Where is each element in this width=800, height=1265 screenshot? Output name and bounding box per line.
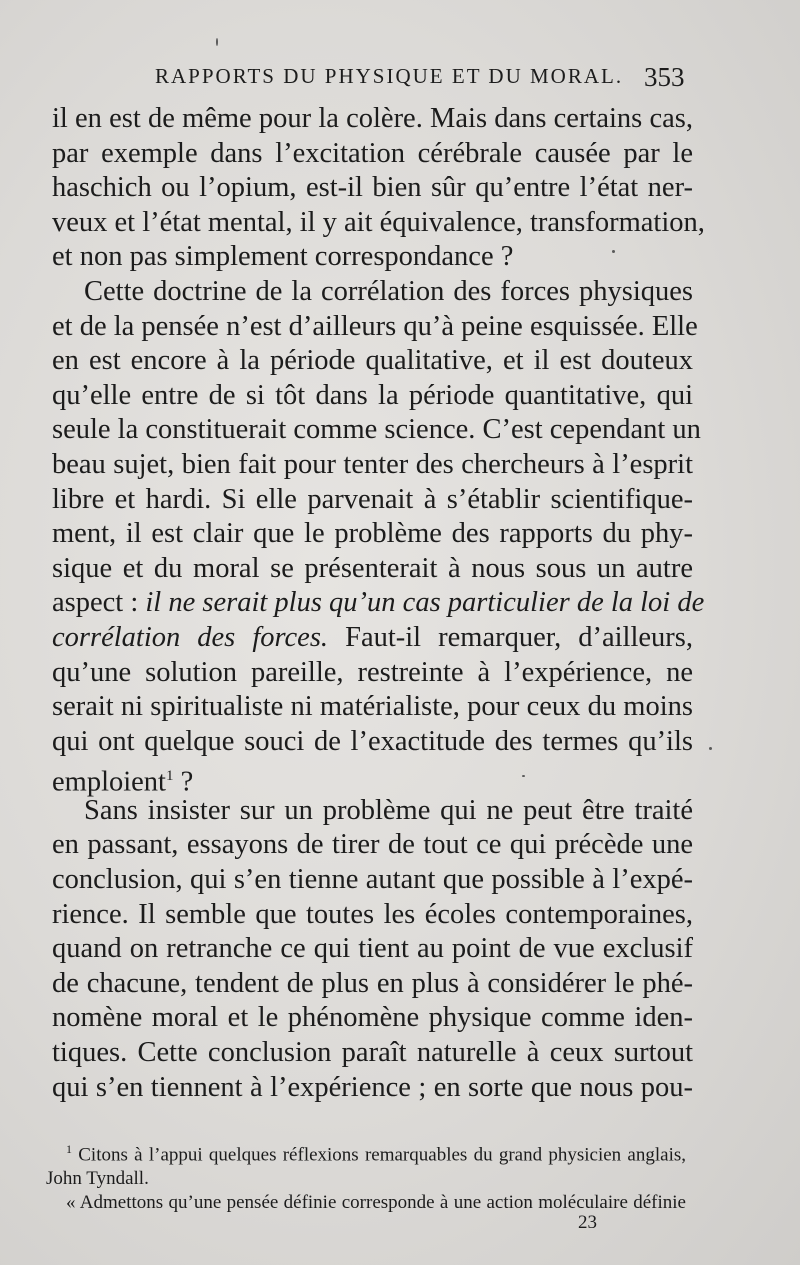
signature-mark: 23 xyxy=(578,1212,597,1233)
ink-speck xyxy=(612,250,615,253)
italic-text: il ne serait plus qu’un cas particulier de la loi de xyxy=(145,587,705,619)
text-line: beau sujet, bien fait pour tenter des chercheurs à l’esprit xyxy=(52,448,693,480)
text-line: veux et l’état mental, il y ait équivalence, transformation, xyxy=(52,206,705,238)
footnote-line: « Admettons qu’une pensée définie corresponde à une action moléculaire définie xyxy=(66,1192,686,1214)
text-line: qui ont quelque souci de l’exactitude des termes qu’ils xyxy=(52,725,693,757)
text-line: et non pas simplement correspondance ? xyxy=(52,241,514,273)
text-line: et de la pensée n’est d’ailleurs qu’à peine esquissée. Elle xyxy=(52,310,698,342)
main-text xyxy=(52,102,705,1105)
footnote-text: Citons à l’appui quelques réflexions remarquables du grand physicien anglais, xyxy=(72,1144,686,1166)
text-line: libre et hardi. Si elle parvenait à s’établir scientifique- xyxy=(52,483,693,515)
page-number: 353 xyxy=(644,62,685,92)
ink-speck xyxy=(709,747,712,750)
italic-text: corrélation des forces. xyxy=(52,621,329,653)
text-line: il en est de même pour la colère. Mais dans certains cas, xyxy=(52,103,693,134)
text-line: serait ni spiritualiste ni matérialiste, pour ceux du moins xyxy=(52,691,693,723)
ink-speck xyxy=(522,775,525,777)
text-line: nomène moral et le phénomène physique comme iden- xyxy=(52,1002,693,1034)
text-line: qu’une solution pareille, restreinte à l’expérience, ne xyxy=(52,656,693,688)
text-line: de chacune, tendent de plus en plus à considérer le phé- xyxy=(52,967,693,999)
text-line: qu’elle entre de si tôt dans la période quantitative, qui xyxy=(52,379,693,411)
text-line: tiques. Cette conclusion paraît naturelle à ceux surtout xyxy=(52,1037,693,1069)
text-segment: emploient xyxy=(52,766,166,798)
text-segment: aspect : xyxy=(52,587,146,619)
footnote-line: John Tyndall. xyxy=(46,1168,149,1190)
text-line: en est encore à la période qualitative, et il est douteux xyxy=(52,345,693,377)
text-line: rience. Il semble que toutes les écoles contemporaines, xyxy=(52,898,693,930)
text-line xyxy=(52,586,705,621)
text-line xyxy=(52,759,693,798)
text-segment: Faut-il remarquer, d’ailleurs, xyxy=(328,621,693,653)
running-head xyxy=(0,62,800,96)
footnote-marker: 1 xyxy=(66,1142,72,1156)
text-segment: ? xyxy=(173,766,194,798)
text-line: Sans insister sur un problème qui ne peut être traité xyxy=(84,794,693,826)
footnote-line xyxy=(46,1137,686,1167)
text-line: quand on retranche ce qui tient au point de vue exclusif xyxy=(52,933,693,965)
text-line: qui s’en tiennent à l’expérience ; en sorte que nous pou- xyxy=(52,1071,693,1103)
ink-speck xyxy=(216,38,218,46)
text-line: par exemple dans l’excitation cérébrale causée par le xyxy=(52,137,693,169)
footnotes xyxy=(46,1137,686,1215)
running-title: RAPPORTS DU PHYSIQUE ET DU MORAL. xyxy=(155,64,624,88)
text-line: en passant, essayons de tirer de tout ce qui précède une xyxy=(52,829,693,861)
text-line: haschich ou l’opium, est-il bien sûr qu’entre l’état ner- xyxy=(52,172,693,204)
text-line: Cette doctrine de la corrélation des forces physiques xyxy=(84,275,693,307)
text-line: seule la constituerait comme science. C’est cependant un xyxy=(52,414,701,446)
text-line xyxy=(52,621,693,656)
text-line: ment, il est clair que le problème des rapports du phy- xyxy=(52,518,693,550)
text-line: conclusion, qui s’en tienne autant que possible à l’expé- xyxy=(52,864,693,896)
footnote-reference: 1 xyxy=(165,768,174,785)
text-line: sique et du moral se présenterait à nous sous un autre xyxy=(52,552,693,584)
